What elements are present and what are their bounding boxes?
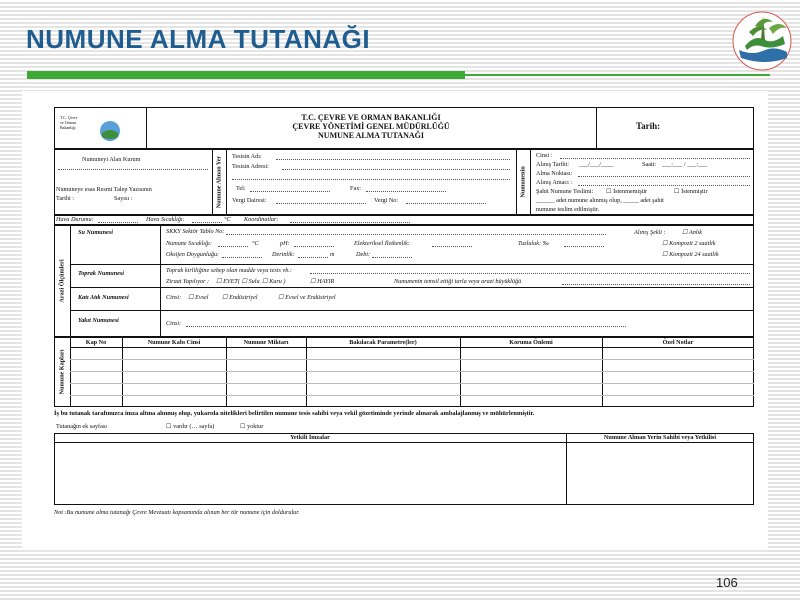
col-koruma: Koruma Önlemi — [509, 339, 553, 346]
saati-label: Saati: — [642, 161, 657, 168]
koordinatlar-label: Koordinatlar: — [244, 216, 279, 223]
yetkili-imzalar-header: Yetkili İmzalar — [290, 434, 330, 441]
col-kap-cinsi: Numune Kabı Cinsi — [147, 339, 201, 346]
su-numunesi-label: Su Numunesi — [78, 229, 113, 236]
kati-cinsi-label: Cinsi: — [166, 294, 182, 301]
derinlik-unit: m — [330, 251, 335, 258]
date-label: Tarih: — [636, 121, 661, 131]
evsel-checkbox[interactable]: ☐ Evsel — [188, 294, 209, 301]
page-number: 106 — [716, 575, 738, 590]
hayir-checkbox[interactable]: ☐ HAYIR — [310, 278, 335, 285]
ministry-logo-icon — [725, 6, 795, 72]
page-title: NUMUNE ALMA TUTANAĞI — [26, 24, 371, 54]
fax-label: Fax: — [350, 185, 362, 192]
sahit-teslimi-label: Şahit Numune Teslimi: — [536, 188, 594, 195]
kati-atik-label: Katı Atık Numunesi — [78, 294, 129, 301]
evsel-endustriyel-checkbox[interactable]: ☐ Evsel ve Endüstriyel — [278, 294, 336, 301]
talep-line-1: Numuneye esas Resmi Talep Yazısının — [56, 186, 152, 193]
ph-label: pH: — [280, 240, 290, 247]
tesis-adi-label: Tesisin Adı: — [232, 153, 262, 160]
endustriyel-checkbox[interactable]: ☐ Endüstriyel — [222, 294, 258, 301]
kuru-checkbox[interactable]: ☐ Kuru ) — [262, 278, 286, 285]
anlik-checkbox[interactable]: ☐ Anlık — [682, 229, 703, 236]
evet-checkbox[interactable]: ☐ EVET( ☐ Sulu — [216, 278, 260, 285]
toprak-numunesi-label: Toprak Numunesi — [78, 270, 125, 277]
numune-sicakligi-label: Numune Sıcaklığı: — [166, 240, 212, 247]
small-logo-text: T.C. Çevre ve Orman Bakanlığı — [60, 115, 78, 130]
alinan-yer-vertical-label: Numune Alınan Yer — [215, 155, 223, 209]
vergi-no-label: Vergi No: — [374, 197, 399, 204]
hava-durumu-label: Hava Durumu: — [56, 216, 94, 223]
elektriksel-label: Elekteriksel İletkenlik: — [354, 240, 410, 247]
statement-text: İş bu tutanak tarafımızca imza altına alınmış olup, yukarıda nitelikleri belirtilen numune tesis sahibi veya vekil gözetiminde yerinde alınarak ambalajlanmış ve mühürlenmiştir. — [54, 410, 535, 417]
alinis-tarihi-slots: ___/___/____ — [579, 161, 614, 168]
header-line-2: ÇEVRE YÖNETİMİ GENEL MÜDÜRLÜĞÜ — [292, 122, 450, 131]
numune-alma-form — [54, 107, 754, 517]
numune-sicaklik-unit: °C — [252, 240, 259, 247]
kompozit-24-checkbox[interactable]: ☐ Kompozit 24 saatlik — [662, 251, 719, 258]
yoktur-checkbox[interactable]: ☐ yoktur — [240, 423, 264, 430]
ek-sayfasi-label: Tutanağın ek sayfası — [56, 423, 107, 430]
vardir-checkbox[interactable]: ☐ vardır (… sayfa) — [166, 423, 215, 430]
hava-sicakligi-label: Hava Sıcaklığı: — [146, 216, 185, 223]
vergi-dairesi-label: Vergi Dairesi: — [232, 197, 267, 204]
derinlik-label: Derinlik: — [272, 251, 295, 258]
col-ozel-notlar: Özel Notlar — [662, 339, 694, 346]
tesis-adresi-label: Tesisin Adresi: — [232, 163, 269, 170]
oksijen-label: Oksijen Doygunluğu: — [166, 251, 220, 258]
header-line-3: NUMUNE ALMA TUTANAĞI — [318, 131, 424, 140]
saati-slots: ___:___ / ___:___ — [662, 161, 708, 168]
ziraat-label: Ziraat Yapılıyor : — [166, 278, 210, 285]
adet-line: ______ adet numune alınmış olup, _____ adet şahit — [536, 197, 664, 204]
istenmistir-checkbox[interactable]: ☐ İstenmiştir — [674, 188, 708, 195]
alinis-tarihi-label: Alınış Tarihi: — [536, 161, 569, 168]
istenmemistir-checkbox[interactable]: ☐ İstenmemiştir — [606, 188, 648, 195]
cinsi-label: Cinsi : — [536, 152, 553, 159]
skky-label: SKKY Sektör Tablo No: — [166, 228, 225, 235]
talep-sayi-label: Sayısı : — [114, 195, 133, 202]
col-kap-no: Kap No — [85, 339, 107, 346]
toprak-kirliligi-label: Toprak kirliliğine sebep olan madde veya tesis vb.: — [166, 267, 292, 274]
kompozit-2-checkbox[interactable]: ☐ Kompozit 2 saatlik — [662, 240, 716, 247]
tel-label: Tel: — [236, 185, 246, 192]
title-underline-thin — [465, 74, 770, 76]
small-logo-icon — [84, 117, 124, 143]
col-parametre: Bakılacak Parametre(ler) — [349, 339, 417, 346]
signatures-box — [54, 433, 754, 505]
temsil-label: Numunenin temsil ettiği tarla veya arazi büyüklüğü — [394, 278, 522, 285]
col-miktar: Numune Miktarı — [243, 339, 289, 346]
teslim-line: numune teslim edilmiştir. — [536, 206, 600, 213]
talep-tarih-label: Tarihi : — [56, 195, 74, 202]
numunenin-vertical-label: Numunenin — [519, 166, 527, 198]
yer-sahibi-header: Numune Alınan Yerin Sahibi veya Yetkilisi — [603, 434, 717, 441]
form-scan — [22, 91, 768, 549]
numune-kaplari-vertical-label: Numune Kapları — [58, 349, 66, 395]
yakit-numunesi-label: Yakıt Numunesi — [78, 317, 119, 324]
alan-kurum-label: Numuneyi Alan Kurum — [82, 156, 141, 163]
alinis-sekli-label: Alınış Şekli : — [634, 229, 666, 236]
alma-noktasi-label: Alma Noktası: — [536, 170, 573, 177]
derece-c-label: °C — [224, 216, 231, 223]
header-line-1: T.C. ÇEVRE VE ORMAN BAKANLIĞI — [301, 113, 441, 122]
alinis-amaci-label: Alınış Amacı : — [536, 179, 573, 186]
title-underline-bar — [27, 71, 465, 79]
yakit-cinsi-label: Cinsi: — [166, 320, 182, 327]
debi-label: Debi: — [356, 251, 371, 258]
arazi-olcumleri-vertical-label: Arazi Ölçümleri — [58, 259, 66, 303]
tuzluluk-label: Tuzluluk: ‰ — [518, 240, 549, 247]
not-text: Not :Bu numune alma tutanağı Çevre Mevzuatı kapsamında alınan her tür numune için doldurulur. — [54, 509, 300, 516]
